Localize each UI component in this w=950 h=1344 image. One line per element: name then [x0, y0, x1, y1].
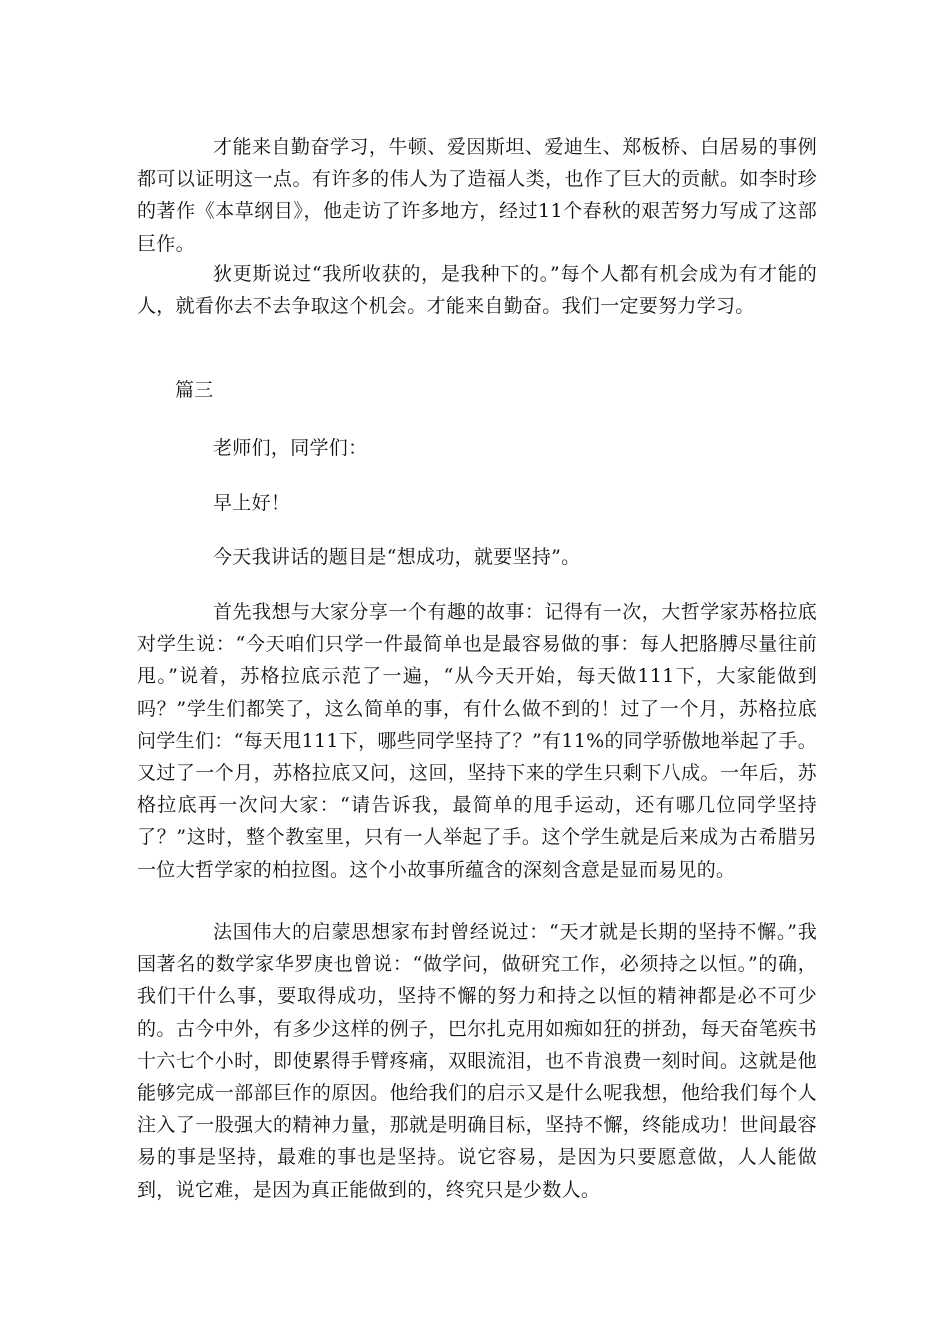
paragraph-talent: 才能来自勤奋学习，牛顿、爱因斯坦、爱迪生、郑板桥、白居易的事例都可以证明这一点。有许多的伟人为了造福人类，也作了巨大的贡献。如李时珍的著作《本草纲目》，他走访了许多地方，经过11个春秋的艰苦努力写成了这部巨作。: [137, 136, 817, 255]
paragraph-socrates-story: 首先我想与大家分享一个有趣的故事：记得有一次，大哲学家苏格拉底对学生说：“今天咱们只学一件最简单也是最容易做的事：每人把胳膊尽量往前甩。”说着，苏格拉底示范了一遍，“从今天开始，每天做111下，大家能做到吗？”学生们都笑了，这么简单的事，有什么做不到的！过了一个月，苏格拉底问学生们：“每天甩111下，哪些同学坚持了？”有11%的同学骄傲地举起了手。又过了一个月，苏格拉底又问，这回，坚持下来的学生只剩下八成。一年后，苏格拉底再一次问大家：“请告诉我，最简单的甩手运动，还有哪几位同学坚持了？”这时，整个教室里，只有一人举起了手。这个学生就是后来成为古希腊另一位大哲学家的柏拉图。这个小故事所蕴含的深刻含意是显而易见的。: [137, 601, 817, 881]
topic-line: 今天我讲话的题目是“想成功，就要坚持”。: [213, 546, 581, 568]
section-heading: 篇三: [175, 379, 214, 401]
morning-line: 早上好！: [213, 492, 291, 514]
paragraph-dickens: 狄更斯说过“我所收获的，是我种下的。”每个人都有机会成为有才能的人，就看你去不去争取这个机会。才能来自勤奋。我们一定要努力学习。: [137, 263, 817, 318]
paragraph-perseverance: 法国伟大的启蒙思想家布封曾经说过：“天才就是长期的坚持不懈。”我国著名的数学家华罗庚也曾说：“做学问，做研究工作，必须持之以恒。”的确，我们干什么事，要取得成功，坚持不懈的努力和持之以恒的精神都是必不可少的。古今中外，有多少这样的例子，巴尔扎克用如痴如狂的拼劲，每天奋笔疾书十六七个小时，即使累得手臂疼痛，双眼流泪，也不肯浪费一刻时间。这就是他能够完成一部部巨作的原因。他给我们的启示又是什么呢我想，他给我们每个人注入了一股强大的精神力量，那就是明确目标，坚持不懈，终能成功！世间最容易的事是坚持，最难的事也是坚持。说它容易，是因为只要愿意做，人人能做到，说它难，是因为真正能做到的，终究只是少数人。: [137, 921, 817, 1201]
greeting-line: 老师们，同学们：: [213, 437, 368, 459]
